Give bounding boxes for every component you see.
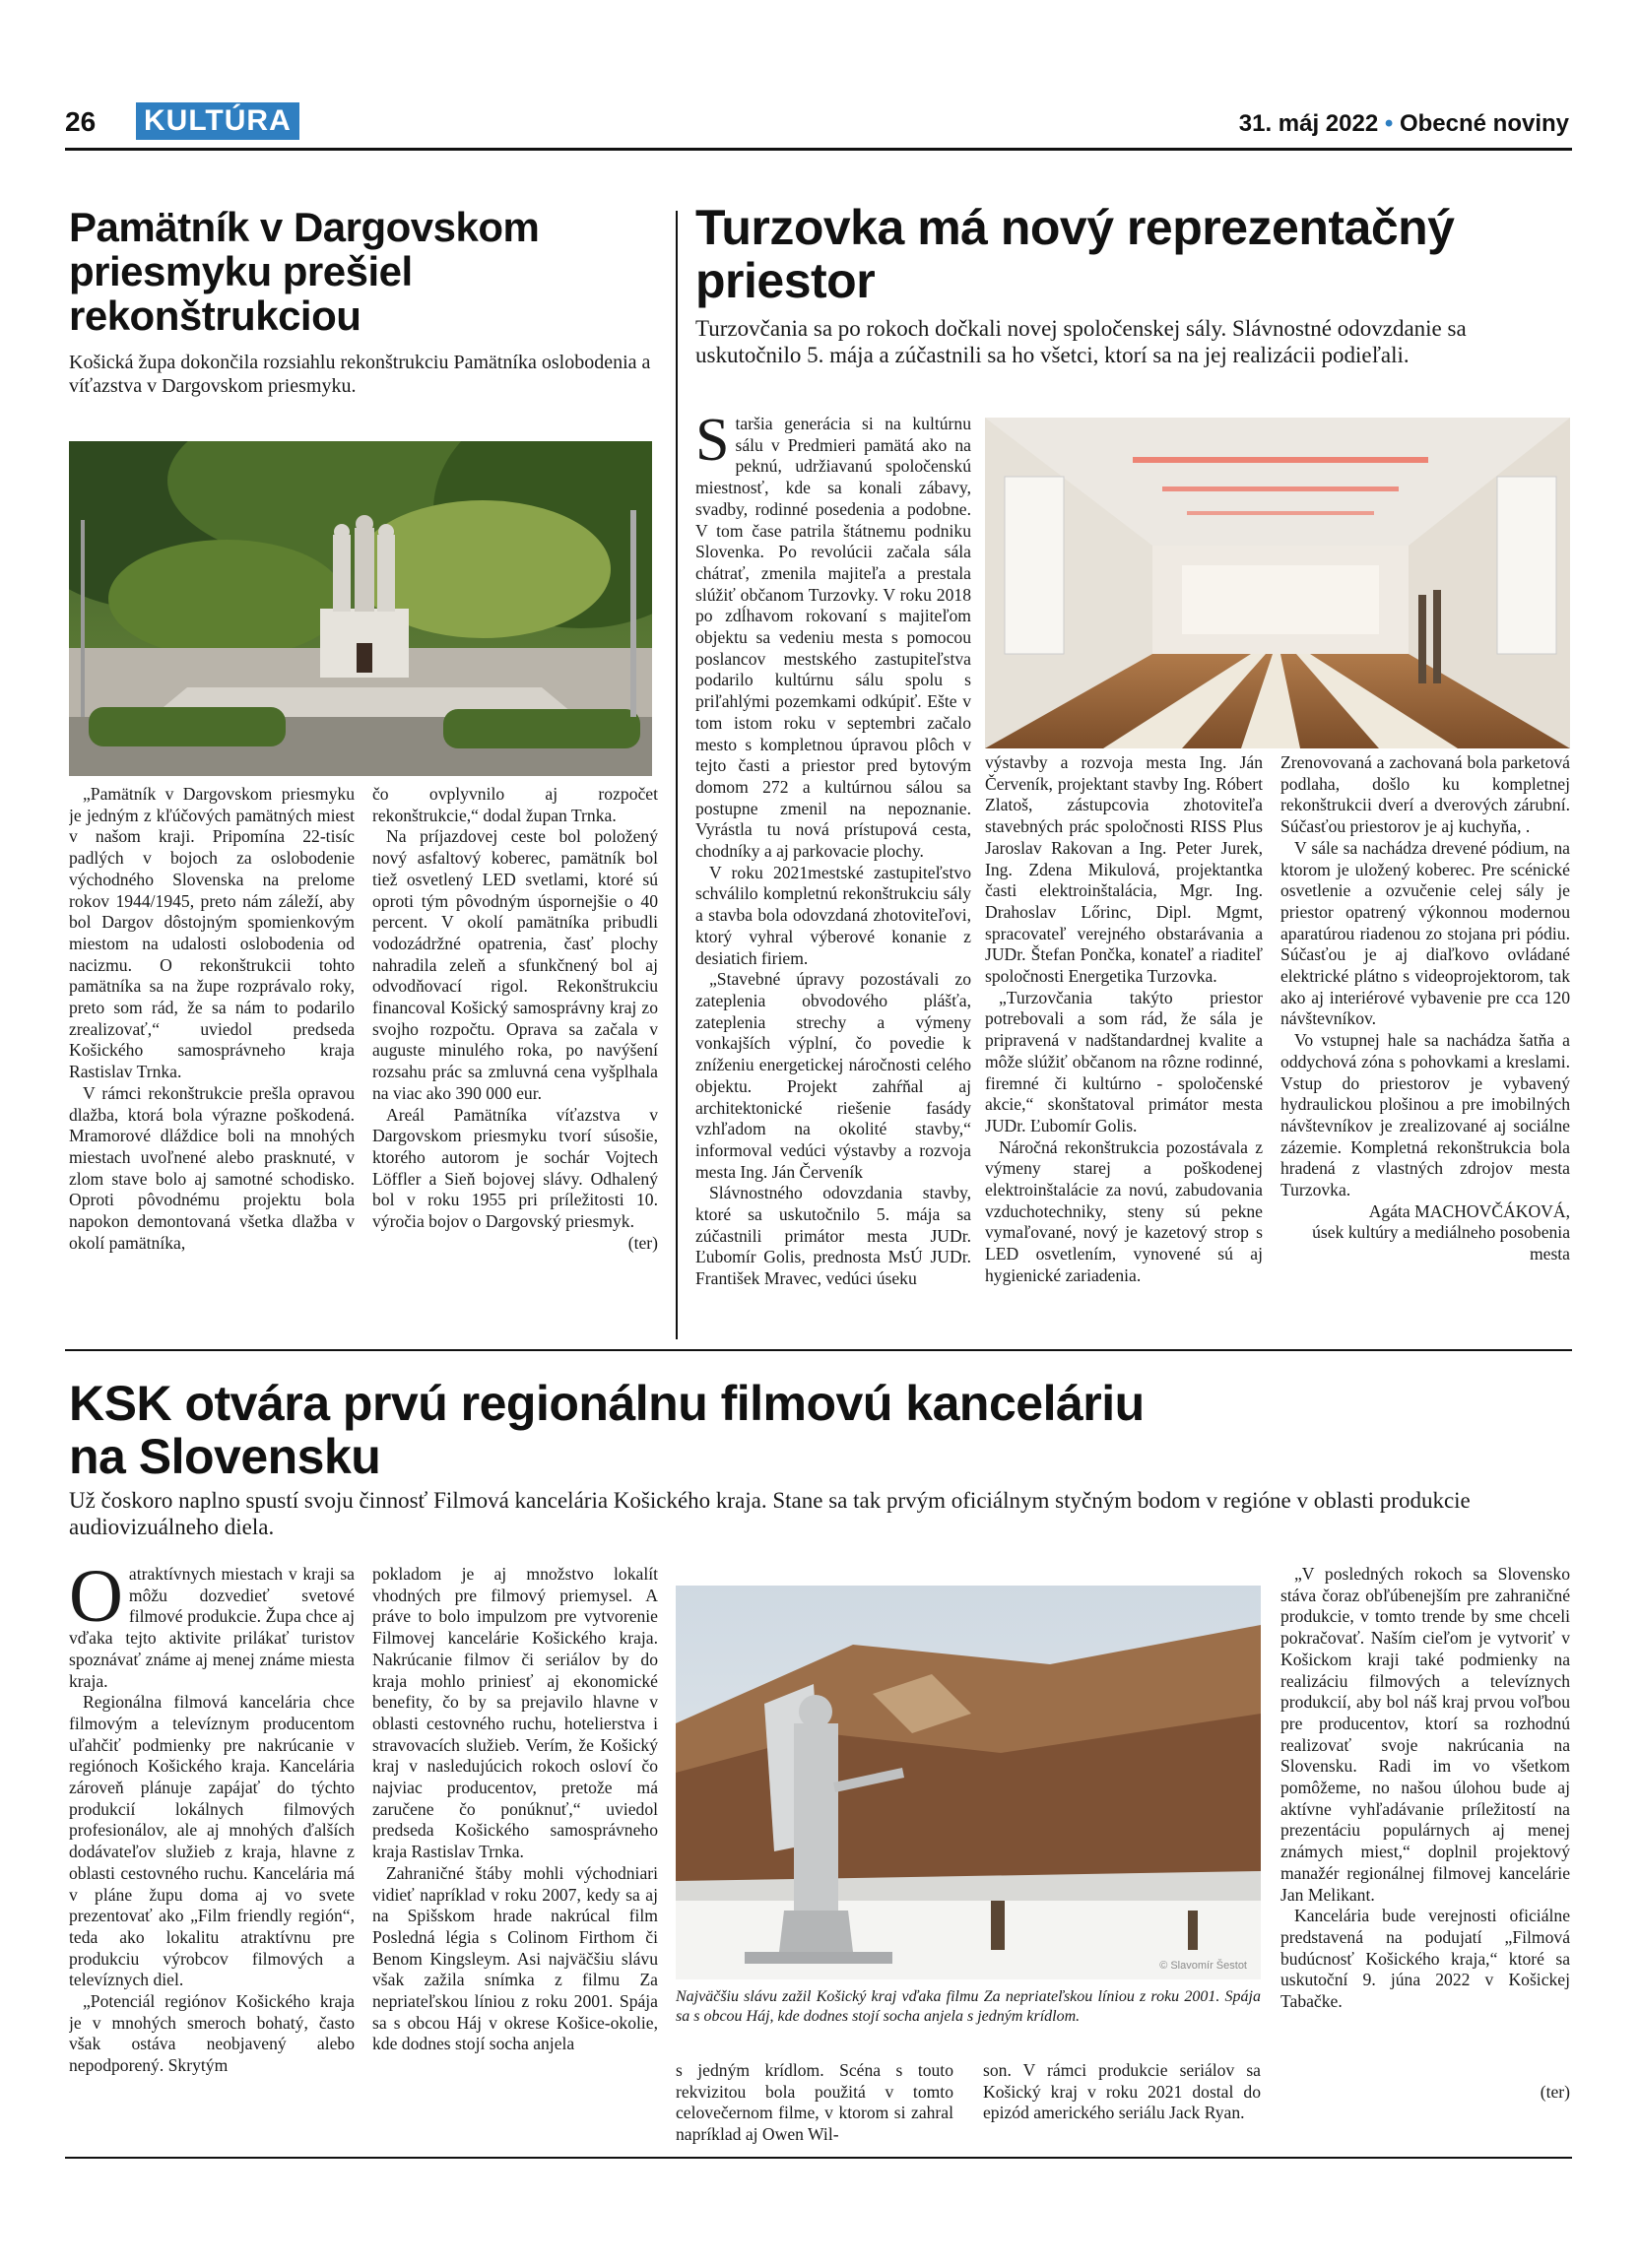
paragraph: son. V rámci produkcie seriálov sa Košický kraj v roku 2021 dostal do epizód amerického seriálu Jack Ryan.: [983, 2060, 1261, 2123]
article2-column-3: [1280, 752, 1570, 1343]
article1-title: [69, 205, 670, 338]
angel-photo: [676, 1586, 1261, 1979]
paragraph: „V posledných rokoch sa Slovensko stáva čoraz obľúbenejším pre zahraničné produkcie, v tomto trende by sme chceli pokračovať. Naším cieľom je vytvoriť v Košickom kraji také podmienky na realizáciu filmových a televíznych produkcií, aby bol náš kraj prvou voľbou pre producentov, ktorí sa rozhodnú realizovať svoje nakrúcania na Slovensku. Radi im vo všetkom pomôžeme, no našou úlohou bude aj aktívne vyhľadávanie príležitostí na prezentáciu populárnych aj menej známych miest,“ doplnil projektový manažér regionálnej filmovej kancelárie Jan Melikant.: [1280, 1564, 1570, 1905]
photo-credit: © Slavomír Šestot: [1159, 1960, 1247, 1972]
paragraph: Náročná rekonštrukcia pozostávala z výmeny starej a poškodenej elektroinštalácie za novú, zabudovania vzduchotechniky, steny sú pekne vymaľované, nový je kazetový strop s LED osvetlením, vynovené sú aj hygienické zariadenia.: [985, 1136, 1263, 1285]
paragraph: Slávnostného odovzdania stavby, ktoré sa uskutočnilo 5. mája sa zúčastnili primátor mesta JUDr. Ľubomír Golis, prednosta MsÚ JUDr. František Mravec, vedúci úseku: [695, 1183, 971, 1289]
article1-title-line: Pamätník v Dargovskom: [69, 204, 540, 250]
paragraph: pokladom je aj množstvo lokalít vhodných pre filmový priemysel. A práve to bolo impulzom pre vytvorenie Filmovej kancelárie Košického kraja. Nakrúcanie filmov či seriálov by do kraja mohlo priniesť aj ekonomické benefity, čo by sa prejavilo hlavne v oblasti cestovného ruchu, hotelierstva i stravovacích služieb. Verím, že Košický kraj v nasledujúcich rokoch osloví čo najviac producentov, pretože má zaručene čo ponúknuť,“ uviedol predseda Košického samosprávneho kraja Rastislav Trnka.: [372, 1564, 658, 1862]
column-separator: [676, 211, 678, 1339]
paragraph: „Stavebné úpravy pozostávali zo zateplenia obvodového plášťa, zateplenia strechy a výmeny vonkajších výplní, čo povedie k zníženiu energetickej náročnosti celého objektu. Projekt zahŕňal aj architektonické riešenie fasády vzhľadom na okolité stavby,“ informoval vedúci výstavby a rozvoja mesta Ing. Ján Červeník: [695, 969, 971, 1182]
dropcap: O: [69, 1564, 123, 1638]
footer-rule: [65, 2157, 1572, 2159]
paragraph: Zrenovovaná a zachovaná bola parketová podlaha, došlo ku kompletnej rekonštrukcii dverí a dverových zárubní. Súčasťou priestorov je aj kuchyňa, .: [1280, 752, 1570, 837]
article3-column-4: [983, 2060, 1261, 2149]
article2-lead: Turzovčania sa po rokoch dočkali novej spoločenskej sály. Slávnostné odovzdanie sa uskutočnilo 5. mája a zúčastnili sa ho všetci, ktorí sa na jej realizácii podieľali.: [695, 316, 1467, 367]
paper-name: Obecné noviny: [1399, 110, 1569, 137]
section-rule: [65, 1349, 1572, 1351]
paragraph: s jedným krídlom. Scéna s touto rekvizitou bola použitá v tomto celovečernom filme, v ktorom si zahral napríklad aj Owen Wil-: [676, 2060, 953, 2145]
paragraph: „Pamätník v Dargovskom priesmyku je jedným z kľúčových pamätných miest v našom kraji. Pripomína 22-tisíc padlých v bojoch za oslobodenie východného Slovenska na prelome rokov 1944/1945, preto nám záleží, aby bol Dargov dôstojným spomienkovým miestom na udalosti oslobodenia od nacizmu. O rekonštrukcii tohto pamätníka sa na župe rozprávalo roky, preto som rád, že sa nám to podarilo zrealizovať,“ uviedol predseda Košického samosprávneho kraja Rastislav Trnka.: [69, 784, 355, 1082]
header-rule: [65, 148, 1572, 151]
paragraph: Regionálna filmová kancelária chce filmovým a televíznym producentom uľahčiť podmienky pre nakrúcanie v regiónoch Košického kraja. Kancelária zároveň plánuje zapájať do týchto produkcií lokálnych filmových profesionálov, ale aj mnohých ďalších dodávateľov služieb z kraja, hlavne z oblasti cestovného ruchu. Kancelária má v pláne župu doma aj vo svete prezentovať ako „Film friendly región“, teda ako lokalitu atraktívnu pre produkciu výrobcov filmových a televíznych diel.: [69, 1692, 355, 1990]
article3-column-3: [676, 2060, 953, 2149]
paragraph: [69, 1564, 355, 1692]
issue-info: [1239, 110, 1569, 138]
issue-date: 31. máj 2022: [1238, 110, 1379, 137]
article2-title: [695, 201, 1582, 307]
article2-column-2: [985, 752, 1263, 1339]
paragraph: „Turzovčania takýto priestor potrebovali a som rád, že sála je pripravená v nadštandardnej kvalite a môže slúžiť občanom na rôzne rodinné, firemné či kultúrno - spoločenské akcie,“ skonštatoval primátor mesta JUDr. Ľubomír Golis.: [985, 987, 1263, 1135]
dropcap: S: [695, 414, 730, 474]
article3-signature: (ter): [1540, 2082, 1570, 2102]
memorial-photo: [69, 441, 652, 776]
article3-column-5: [1280, 1564, 1570, 2096]
hall-image: [985, 418, 1570, 748]
article2-column-1: [695, 414, 971, 1339]
article1-column-2: [372, 784, 658, 1335]
article1-title-line: priesmyku prešiel: [69, 248, 413, 294]
article3-column-2: [372, 1564, 658, 2129]
article2-signature-role: úsek kultúry a mediálneho posobenia mesta: [1312, 1222, 1570, 1264]
article2-title-line: Turzovka má nový reprezentačný: [695, 200, 1455, 255]
memorial-image: [69, 441, 652, 776]
article1-signature: (ter): [627, 1232, 658, 1253]
paragraph: [695, 414, 971, 863]
article3-title-line: KSK otvára prvú regionálnu filmovú kanceláriu: [69, 1376, 1145, 1431]
article3-lead: Už čoskoro naplno spustí svoju činnosť Filmová kancelária Košického kraja. Stane sa tak prvým oficiálnym styčným bodom v regióne v oblasti produkcie audiovizuálneho diela.: [69, 1488, 1471, 1539]
article1-column-1: [69, 784, 355, 1335]
article2-title-line: priestor: [695, 253, 876, 308]
paragraph: Kancelária bude verejnosti oficiálne predstavená na podujatí „Filmová budúcnosť Košického kraja,“ ktoré sa uskutoční 9. júna 2022 v Košickej Tabačke.: [1280, 1906, 1570, 2012]
paragraph: Areál Pamätníka víťazstva v Dargovskom priesmyku tvorí súsošie, ktorého autorom je sochár Vojtech Löffler a Sieň bojovej slávy. Odhalený bol v roku 1955 pri príležitosti 10. výročia bojov o Dargovský priesmyk.: [372, 1104, 658, 1232]
article1-lead: Košická župa dokončila rozsiahlu rekonštrukciu Pamätníka oslobodenia a víťazstva v Dargovskom priesmyku.: [69, 352, 651, 397]
paragraph: čo ovplyvnilo aj rozpočet rekonštrukcie,“ dodal župan Trnka.: [372, 784, 658, 825]
article2-signature-name: Agáta MACHOVČÁKOVÁ,: [1368, 1200, 1570, 1221]
paragraph: Na príjazdovej ceste bol položený nový asfaltový koberec, pamätník bol tiež osvetlený LED svetlami, ktoré sú oproti tým pôvodným úspornejšie o 40 percent. V okolí pamätníka pribudli vodozádržné opatrenia, časť plochy nahradila zeleň a sfunkčnený bol aj odvodňovací rigol. Rekonštrukciu financoval Košický samosprávny kraj zo svojho rozpočtu. Oprava sa začala v auguste minulého roka, po navýšení rozsahu prác sa zmluvná cena vyšplhala na viac ako 390 000 eur.: [372, 826, 658, 1103]
paragraph-text: taršia generácia si na kultúrnu sálu v Predmieri pamätá ako na peknú, udržiavanú spoločenskú miestnosť, kde sa konali zábavy, svadby, rodinné posedenia a podobne. V tom čase patrila štátnemu podniku Slovenka. Po revolúcii začala sála chátrať, zmenila majiteľa a prestala slúžiť občanom Turzovky. V roku 2018 po zdĺhavom rokovaní s majiteľom objektu sa vedeniu mesta s pomocou poslancov mestského zastupiteľstva podarilo kultúrnu sálu spolu s priľahlými pozemkami odkúpiť. Ešte v tom istom roku v septembri začalo mesto s kompletnou úpravou plôch v tejto časti a priestor pred bytovým domom 272 a kultúrnou sálou sa postupne zmenil na nepoznanie. Vyrástla tu nová prístupová cesta, chodníky a aj parkovacie plochy.: [695, 414, 971, 862]
paragraph-text: atraktívnych miestach v kraji sa môžu dozvedieť svetové filmové produkcie. Župa chce aj vďaka tejto aktivite prilákať turistov spoznávať známe aj menej známe miesta kraja.: [69, 1564, 355, 1691]
hall-photo: [985, 418, 1570, 748]
section-badge: KULTÚRA: [136, 102, 299, 140]
issue-bullet: •: [1384, 110, 1394, 137]
page-number: 26: [65, 106, 97, 137]
paragraph: Zahraničné štáby mohli východniari vidieť napríklad v roku 2007, kedy sa aj na Spišskom hrade nakrúcal film Posledná légia s Colinom Firthom či Benom Kingsleym. Asi najväčšiu slávu však zažila snímka z filmu Za nepriateľskou líniou z roku 2001. Spája sa s obcou Háj v okrese Košice-okolie, kde dodnes stojí socha anjela: [372, 1862, 658, 2054]
paragraph: Vo vstupnej hale sa nachádza šatňa a oddychová zóna s pohovkami a kreslami. Vstup do priestorov je vybavený hydraulickou plošinou a pre imobilných návštevníkov je zrealizované aj sociálne zázemie. Kompletná rekonštrukcia bola hradená z vlastných zdrojov mesta Turzovka.: [1280, 1030, 1570, 1200]
paragraph: V roku 2021mestské zastupiteľstvo schválilo kompletnú rekonštrukciu sály a stavba bola odovzdaná zhotoviteľovi, ktorý vyhral výberové konanie z desiatich firiem.: [695, 862, 971, 968]
paragraph: výstavby a rozvoja mesta Ing. Ján Červeník, projektant stavby Ing. Róbert Zlatoš, zástupcovia zhotoviteľa stavebných prác spoločnosti RISS Plus Jaroslav Rakovan a Ing. Peter Jurek, Ing. Zdena Mikulová, projektantka časti elektroinštalácia, Mgr. Ing. Drahoslav Lőrinc, Dipl. Mgmt, spracovateľ verejného obstarávania a JUDr. Štefan Pončka, konateľ a riaditeľ spoločnosti Energetika Turzovka.: [985, 752, 1263, 987]
article3-column-1: [69, 1564, 355, 2129]
paragraph: V sále sa nachádza drevené pódium, na ktorom je uložený koberec. Pre scénické osvetlenie a ozvučenie celej sály je priestor opatrený výkonnou modernou aparatúrou riadenou zo stojana pri pódiu. Súčasťou je aj diaľkovo ovládané elektrické plátno s videoprojektorom, tak ako aj interiérové vybavenie pre cca 120 návštevníkov.: [1280, 837, 1570, 1029]
article3-title: [69, 1377, 1546, 1483]
paragraph: V rámci rekonštrukcie prešla opravou dlažba, ktorá bola výrazne poškodená. Mramorové dláždice boli na mnohých miestach uvoľnené alebo prasknuté, v zlom stave bolo aj samotné schodisko. Oproti pôvodnému projektu bola napokon demontovaná všetka dlažba v okolí pamätníka,: [69, 1082, 355, 1253]
paragraph: „Potenciál regiónov Košického kraja je v mnohých smeroch bohatý, často však ostáva neobjavený alebo nepodporený. Skrytým: [69, 1991, 355, 2076]
article1-title-line: rekonštrukciou: [69, 292, 361, 339]
article3-title-line: na Slovensku: [69, 1429, 381, 1484]
angel-image: [676, 1586, 1261, 1979]
angel-photo-caption: Najväčšiu slávu zažil Košický kraj vďaka filmu Za nepriateľskou líniou z roku 2001. Spája sa s obcou Háj, kde dodnes stojí socha anjela s jedným krídlom.: [676, 1988, 1261, 2025]
